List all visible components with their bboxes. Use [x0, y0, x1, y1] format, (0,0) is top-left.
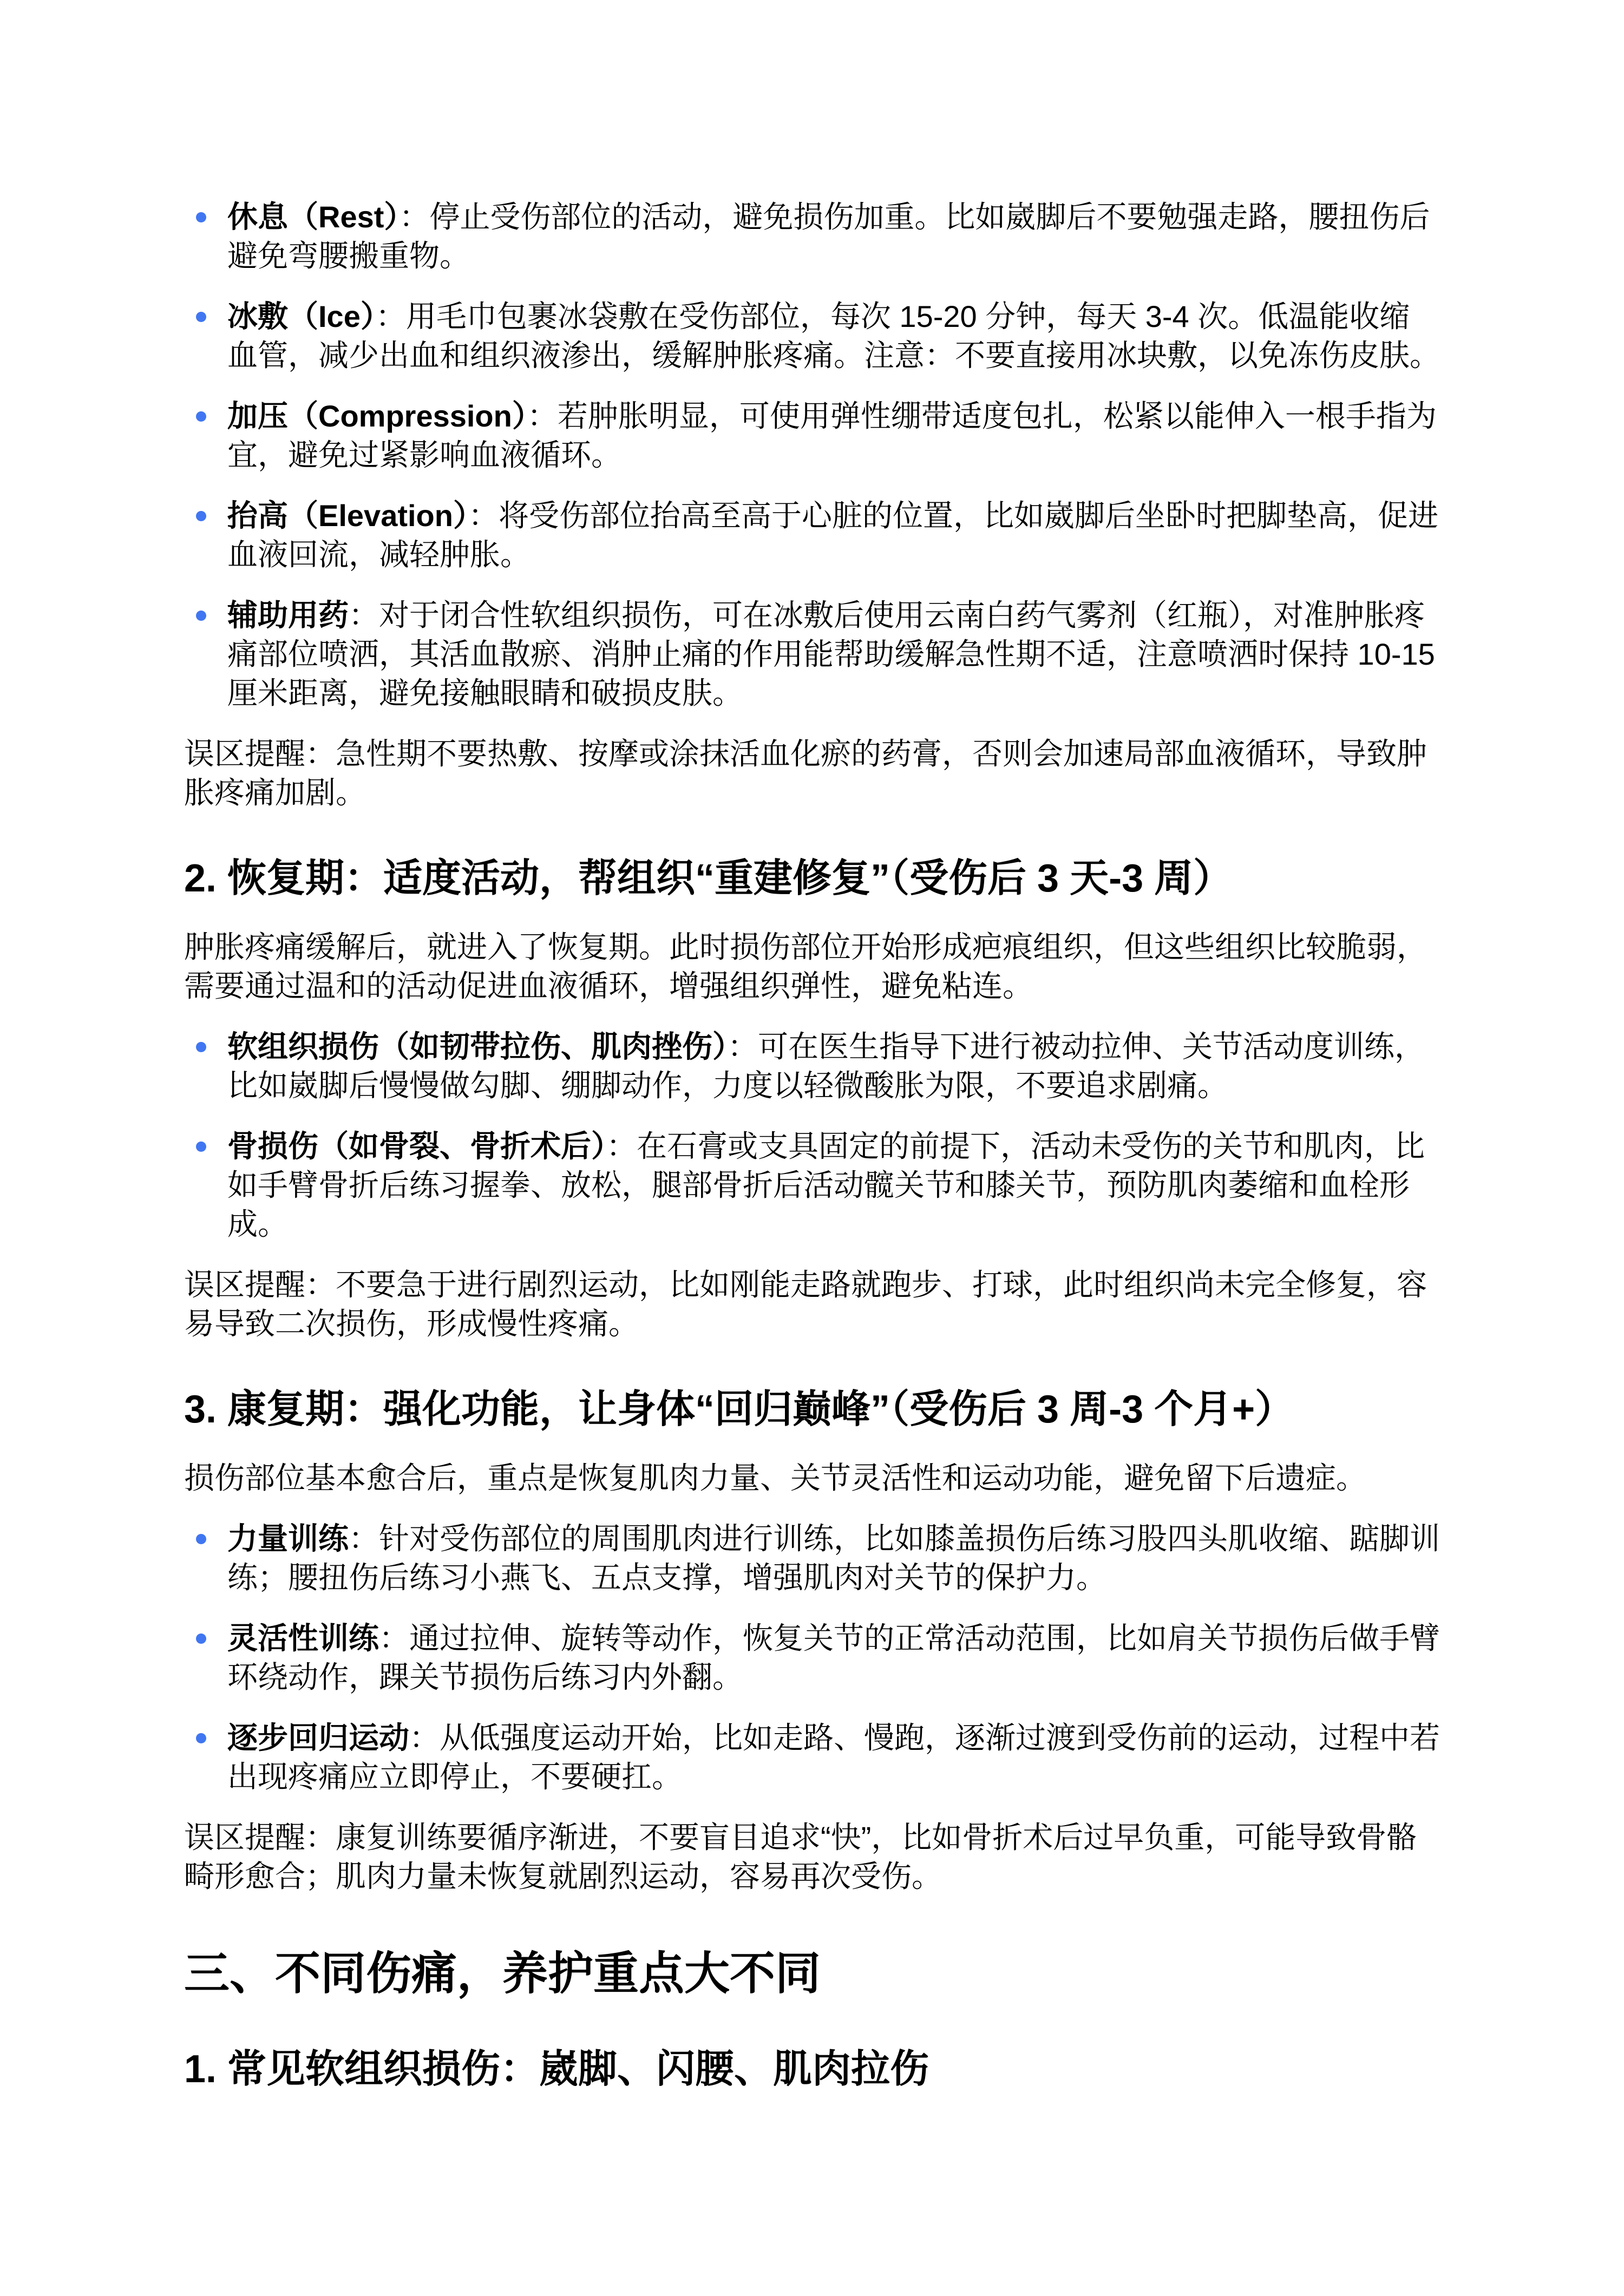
list-term: 辅助用药 [227, 598, 349, 632]
list-term: 加压（Compression） [227, 399, 527, 433]
bullet-dot-icon [196, 1142, 206, 1152]
tip-paragraph-acute: 误区提醒：急性期不要热敷、按摩或涂抹活血化瘀的药膏，否则会加速局部血液循环，导致肿胀疼痛加剧。 [184, 737, 1427, 810]
list-item-medication [184, 596, 1440, 713]
list-term: 冰敷（Ice） [227, 299, 376, 333]
heading-recovery-phase: 2. 恢复期：适度活动，帮组织“重建修复”（受伤后 3 天-3 周） [184, 857, 1233, 900]
list-item-flexibility-training [184, 1619, 1440, 1697]
list-term: 抬高（Elevation） [227, 498, 468, 533]
list-term: 骨损伤（如骨裂、骨折术后） [227, 1129, 606, 1163]
list-text: ：可在医生指导下进行被动拉伸、关节活动度训练，比如崴脚后慢慢做勾脚、绷脚动作，力度以轻微酸胀为限，不要追求剧痛。 [227, 1029, 1425, 1103]
list-item-compression [184, 397, 1440, 475]
list-item-return-to-sport [184, 1718, 1440, 1796]
bullet-dot-icon [196, 611, 206, 621]
list-item-soft-tissue-injury [184, 1027, 1440, 1105]
tip-paragraph-rehab: 误区提醒：康复训练要循序渐进，不要盲目追求“快”，比如骨折术后过早负重，可能导致骨骼畸形愈合；肌肉力量未恢复就剧烈运动，容易再次受伤。 [184, 1820, 1417, 1893]
list-term: 灵活性训练 [227, 1621, 379, 1655]
heading-section-three: 三、不同伤痛，养护重点大不同 [184, 1948, 821, 1999]
list-text: ：将受伤部位抬高至高于心脏的位置，比如崴脚后坐卧时把脚垫高，促进血液回流，减轻肿胀。 [227, 498, 1438, 572]
list-text: ：若肿胀明显，可使用弹性绷带适度包扎，松紧以能伸入一根手指为宜，避免过紧影响血液循环。 [227, 399, 1437, 472]
intro-paragraph-rehab: 损伤部位基本愈合后，重点是恢复肌肉力量、关节灵活性和运动功能，避免留下后遗症。 [184, 1461, 1366, 1495]
list-term: 力量训练 [227, 1521, 349, 1556]
list-term: 休息（Rest） [227, 200, 400, 234]
tip-paragraph-recovery: 误区提醒：不要急于进行剧烈运动，比如刚能走路就跑步、打球，此时组织尚未完全修复，容易导致二次损伤，形成慢性疼痛。 [184, 1268, 1427, 1341]
heading-rehab-phase: 3. 康复期：强化功能，让身体“回归巅峰”（受伤后 3 周-3 个月+） [184, 1388, 1294, 1431]
list-text: ：通过拉伸、旋转等动作，恢复关节的正常活动范围，比如肩关节损伤后做手臂环绕动作，踝关节损伤后练习内外翻。 [227, 1621, 1440, 1694]
rehab-list [184, 1519, 1440, 1796]
list-text: ：针对受伤部位的周围肌肉进行训练，比如膝盖损伤后练习股四头肌收缩、踮脚训练；腰扭伤后练习小燕飞、五点支撑，增强肌肉对关节的保护力。 [227, 1521, 1440, 1595]
list-term: 逐步回归运动 [227, 1721, 409, 1755]
list-text: ：用毛巾包裹冰袋敷在受伤部位，每次 15-20 分钟，每天 3-4 次。低温能收缩血管，减少出血和组织液渗出，缓解肿胀疼痛。注意：不要直接用冰块敷，以免冻伤皮肤。 [227, 299, 1440, 372]
list-item-bone-injury [184, 1127, 1440, 1244]
bullet-dot-icon [196, 1733, 206, 1743]
bullet-dot-icon [196, 411, 206, 422]
bullet-dot-icon [196, 1634, 206, 1644]
list-item-ice [184, 297, 1440, 375]
list-text: ：停止受伤部位的活动，避免损伤加重。比如崴脚后不要勉强走路，腰扭伤后避免弯腰搬重物。 [227, 200, 1430, 273]
bullet-dot-icon [196, 312, 206, 322]
intro-paragraph-recovery: 肿胀疼痛缓解后，就进入了恢复期。此时损伤部位开始形成疤痕组织，但这些组织比较脆弱，需要通过温和的活动促进血液循环，增强组织弹性，避免粘连。 [184, 930, 1427, 1003]
list-item-rest [184, 198, 1440, 275]
list-term: 软组织损伤（如韧带拉伤、肌肉挫伤） [227, 1029, 728, 1064]
list-text: ：从低强度运动开始，比如走路、慢跑，逐渐过渡到受伤前的运动，过程中若出现疼痛应立即停止，不要硬扛。 [227, 1721, 1440, 1794]
list-text: ：对于闭合性软组织损伤，可在冰敷后使用云南白药气雾剂（红瓶），对准肿胀疼痛部位喷洒，其活血散瘀、消肿止痛的作用能帮助缓解急性期不适，注意喷洒时保持 10-15 厘米距离，避免接触眼睛和破损皮肤。 [227, 598, 1435, 710]
list-item-strength-training [184, 1519, 1440, 1597]
bullet-dot-icon [196, 511, 206, 521]
list-item-elevation [184, 496, 1440, 574]
recovery-list [184, 1027, 1440, 1244]
bullet-dot-icon [196, 1042, 206, 1052]
acute-care-list [184, 198, 1440, 713]
bullet-dot-icon [196, 1534, 206, 1544]
list-text: ：在石膏或支具固定的前提下，活动未受伤的关节和肌肉，比如手臂骨折后练习握拳、放松，腿部骨折后活动髋关节和膝关节，预防肌肉萎缩和血栓形成。 [227, 1129, 1425, 1241]
heading-common-soft-tissue: 1. 常见软组织损伤：崴脚、闪腰、肌肉拉伤 [184, 2048, 929, 2091]
bullet-dot-icon [196, 212, 206, 222]
